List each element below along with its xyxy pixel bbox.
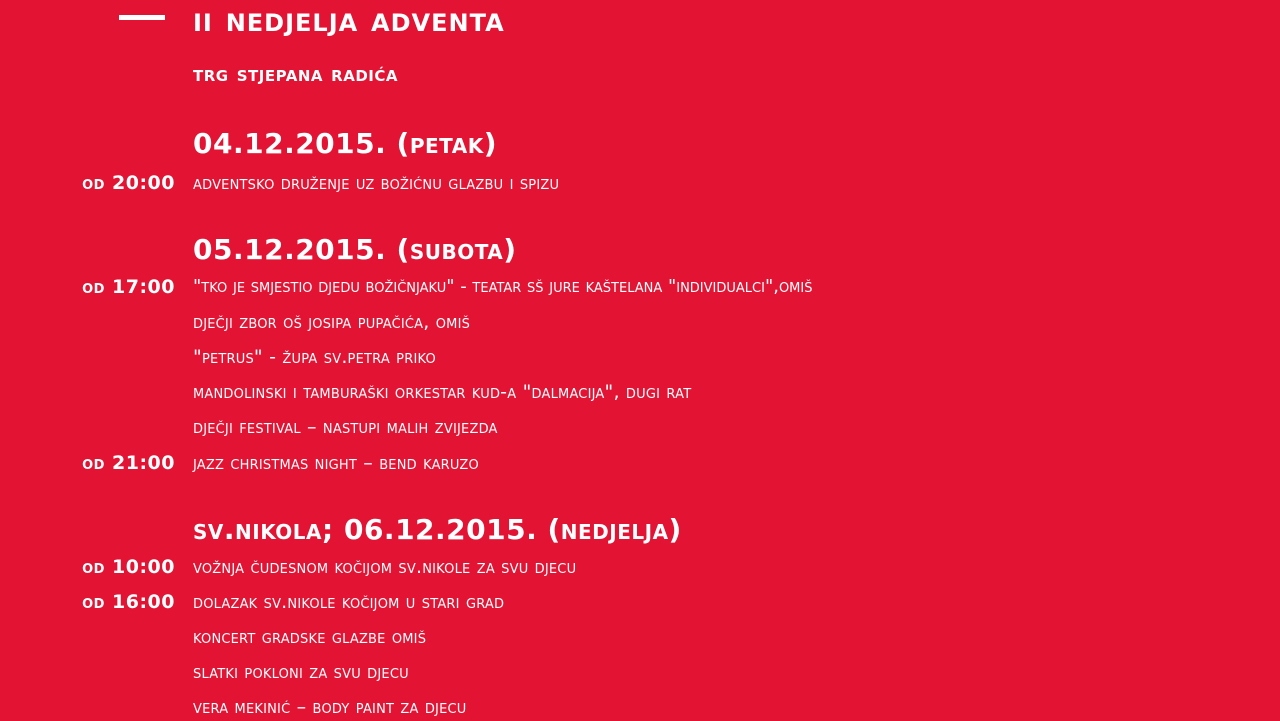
- page-title: ii nedjelja adventa: [193, 0, 505, 40]
- event-item: mandolinski i tamburaški orkestar kud-a "dalmacija", dugi rat: [193, 381, 692, 403]
- event-time: od 16:00: [82, 591, 175, 613]
- event-item: jazz christmas night – bend karuzo: [193, 452, 479, 474]
- event-item: slatki pokloni za svu djecu: [193, 661, 409, 683]
- day-heading-2: 05.12.2015. (subota): [193, 233, 517, 266]
- event-item: "petrus" - župa sv.petra priko: [193, 346, 436, 368]
- event-item: dječji zbor oš josipa pupačića, omiš: [193, 311, 471, 333]
- event-item: vera mekinić – body paint za djecu: [193, 696, 467, 718]
- event-item: adventsko druženje uz božićnu glazbu i spizu: [193, 172, 560, 194]
- event-item: dječji festival – nastupi malih zvijezda: [193, 416, 498, 438]
- event-time: od 20:00: [82, 172, 175, 194]
- event-time: od 10:00: [82, 556, 175, 578]
- title-dash: [119, 15, 165, 20]
- location-subtitle: trg stjepana radića: [193, 62, 398, 87]
- event-item: "tko je smjestio djedu božičnjaku" - teatar sš jure kaštelana "individualci",omiš: [193, 276, 813, 297]
- day-heading-3: sv.nikola; 06.12.2015. (nedjelja): [193, 513, 682, 546]
- event-item: koncert gradske glazbe omiš: [193, 626, 427, 648]
- event-time: od 21:00: [82, 452, 175, 474]
- day-heading-1: 04.12.2015. (petak): [193, 127, 497, 160]
- event-time: od 17:00: [82, 276, 175, 298]
- event-item: vožnja čudesnom kočijom sv.nikole za svu djecu: [193, 556, 577, 578]
- event-item: dolazak sv.nikole kočijom u stari grad: [193, 591, 505, 613]
